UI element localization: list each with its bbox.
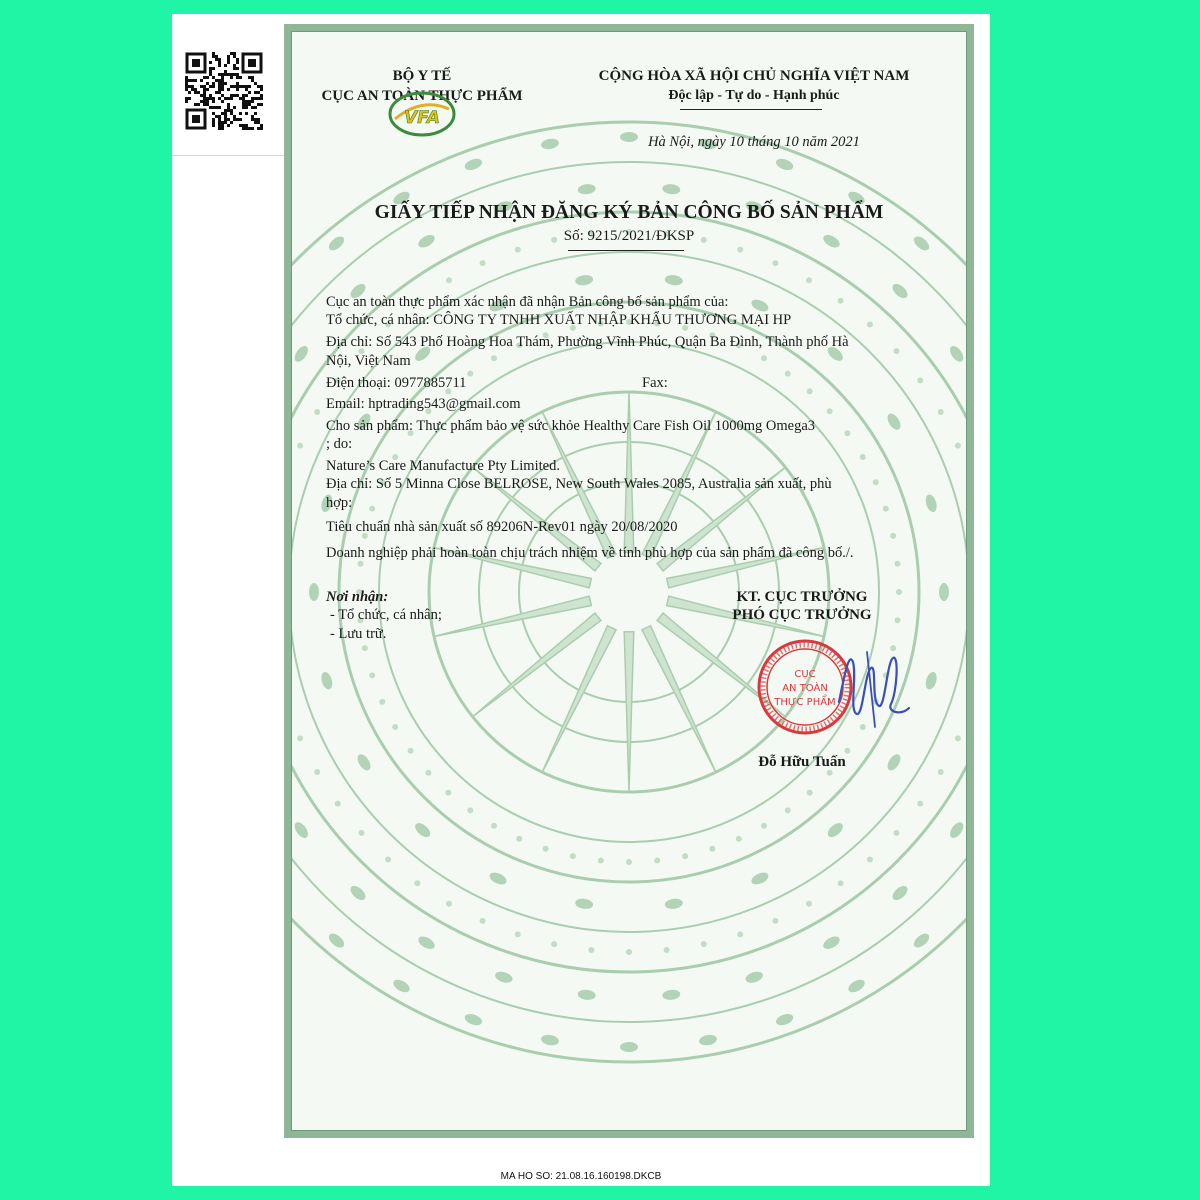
motto-underline bbox=[680, 109, 822, 110]
department-name: CỤC AN TOÀN THỰC PHẨM bbox=[321, 88, 523, 104]
signature-icon bbox=[827, 632, 917, 742]
body-standard: Tiêu chuẩn nhà sản xuất số 89206N-Rev01 ngày 20/08/2020 bbox=[326, 519, 678, 535]
recipients-label: Nơi nhận: bbox=[326, 589, 389, 605]
stamp-text: AN TOÀN bbox=[782, 683, 828, 694]
stamp-text: CỤC bbox=[794, 669, 816, 680]
body-mfr-address-line1: Địa chỉ: Số 5 Minna Close BELROSE, New South Wales 2085, Australia sản xuất, phù bbox=[326, 476, 832, 492]
certificate-frame bbox=[284, 24, 974, 1138]
issue-date-place: Hà Nội, ngày 10 tháng 10 năm 2021 bbox=[648, 134, 860, 150]
body-email: Email: hptrading543@gmail.com bbox=[326, 396, 521, 412]
signatory-title-line1: KT. CỤC TRƯỞNG bbox=[736, 589, 868, 605]
recipient-item: - Tổ chức, cá nhân; bbox=[330, 607, 442, 623]
signatory-title-line2: PHÓ CỤC TRƯỞNG bbox=[732, 607, 872, 623]
body-organization: Tổ chức, cá nhân: CÔNG TY TNHH XUẤT NHẬP KHẨU THƯƠNG MẠI HP bbox=[326, 312, 792, 328]
certificate-title: GIẤY TIẾP NHẬN ĐĂNG KÝ BẢN CÔNG BỐ SẢN PHẨM bbox=[374, 202, 884, 223]
logo-text: VFA bbox=[404, 108, 440, 128]
body-product-line1: Cho sản phẩm: Thực phẩm bảo vệ sức khỏe Healthy Care Fish Oil 1000mg Omega3 bbox=[326, 418, 816, 434]
body-phone: Điện thoại: 0977885711 bbox=[326, 375, 467, 391]
vfa-logo-icon bbox=[387, 89, 457, 139]
dossier-code: MA HO SO: 21.08.16.160198.DKCB bbox=[500, 1171, 662, 1182]
qr-code-icon bbox=[185, 52, 263, 130]
certificate-number: Số: 9215/2021/ĐKSP bbox=[563, 228, 695, 244]
document-sheet bbox=[172, 14, 990, 1186]
stamp-text: THỰC PHẨM bbox=[774, 697, 836, 708]
body-responsibility: Doanh nghiệp phải hoàn toàn chịu trách nhiệm về tính phù hợp của sản phẩm đã công bố./. bbox=[326, 545, 854, 561]
body-mfr-address-line2: hợp: bbox=[326, 495, 353, 511]
body-manufacturer: Nature’s Care Manufacture Pty Limited. bbox=[326, 458, 560, 474]
qr-code-panel bbox=[172, 28, 285, 156]
recipient-item: - Lưu trữ. bbox=[330, 626, 387, 642]
body-fax: Fax: bbox=[642, 375, 668, 391]
body-intro: Cục an toàn thực phẩm xác nhận đã nhận Bản công bố sản phẩm của: bbox=[326, 294, 729, 310]
signatory-name: Đỗ Hữu Tuấn bbox=[758, 754, 846, 770]
national-motto: Độc lập - Tự do - Hạnh phúc bbox=[668, 88, 840, 103]
certificate-inner bbox=[291, 31, 967, 1131]
country-name: CỘNG HÒA XÃ HỘI CHỦ NGHĨA VIỆT NAM bbox=[598, 68, 910, 84]
body-product-line2: ; do: bbox=[326, 436, 353, 452]
number-underline bbox=[568, 250, 684, 251]
body-address-line2: Nội, Việt Nam bbox=[326, 353, 411, 369]
ministry-name: BỘ Y TẾ bbox=[392, 68, 452, 84]
body-address-line1: Địa chỉ: Số 543 Phố Hoàng Hoa Thám, Phường Vĩnh Phúc, Quận Ba Đình, Thành phố Hà bbox=[326, 334, 849, 350]
certificate-content bbox=[292, 32, 966, 1130]
